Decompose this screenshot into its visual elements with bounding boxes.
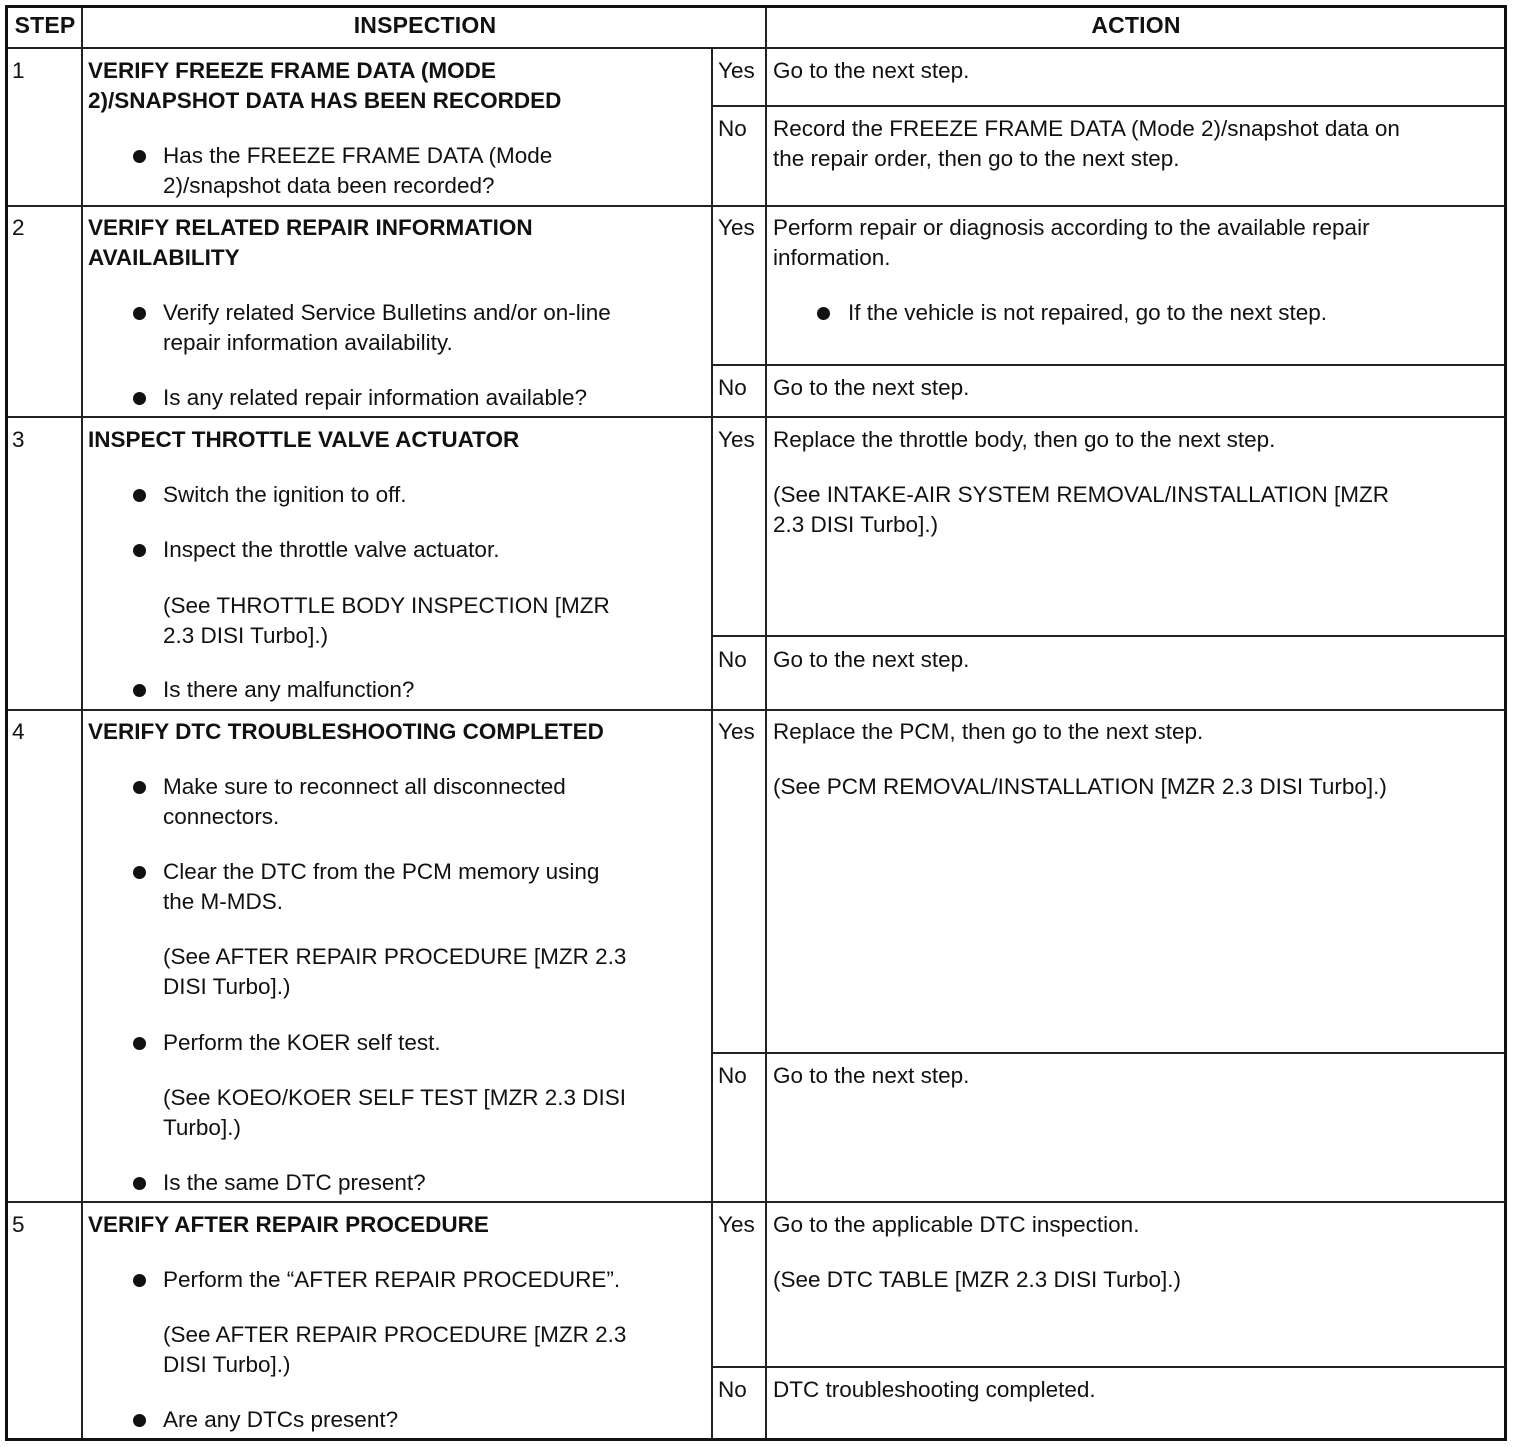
yes-label: Yes [718, 427, 755, 452]
step-title: VERIFY AFTER REPAIR PROCEDURE [88, 1212, 489, 1237]
inspection-reference: (See AFTER REPAIR PROCEDURE [MZR 2.3 [163, 1322, 627, 1347]
inspection-item: Has the FREEZE FRAME DATA (Mode [163, 143, 553, 168]
bullet-icon [817, 307, 830, 320]
bullet-icon [133, 1414, 146, 1427]
inspection-item: Is the same DTC present? [163, 1170, 426, 1195]
step-number: 3 [12, 427, 25, 452]
column-header-action: ACTION [1091, 12, 1181, 38]
bullet-icon [133, 150, 146, 163]
yes-no-divider [712, 105, 1505, 107]
inspection-item: Make sure to reconnect all disconnected [163, 774, 566, 799]
no-label: No [718, 647, 747, 672]
no-label: No [718, 1377, 747, 1402]
yes-action: information. [773, 245, 891, 270]
inspection-reference: Turbo].) [163, 1115, 241, 1140]
inspection-item: Perform the KOER self test. [163, 1030, 441, 1055]
row-divider [8, 709, 1505, 711]
step-title: VERIFY FREEZE FRAME DATA (MODE [88, 58, 496, 83]
yes-action: Go to the next step. [773, 58, 970, 83]
bullet-icon [133, 1177, 146, 1190]
bullet-icon [133, 392, 146, 405]
no-label: No [718, 1063, 747, 1088]
yes-action-reference: (See DTC TABLE [MZR 2.3 DISI Turbo].) [773, 1267, 1182, 1292]
no-label: No [718, 375, 747, 400]
no-action: Go to the next step. [773, 647, 970, 672]
yes-action: Perform repair or diagnosis according to the available repair [773, 215, 1370, 240]
inspection-item: Switch the ignition to off. [163, 482, 407, 507]
yes-no-divider [712, 1366, 1505, 1368]
inspection-item: connectors. [163, 804, 280, 829]
bullet-icon [133, 307, 146, 320]
yes-label: Yes [718, 719, 755, 744]
yes-action-reference: (See PCM REMOVAL/INSTALLATION [MZR 2.3 DISI Turbo].) [773, 774, 1387, 799]
yes-action: Replace the throttle body, then go to the next step. [773, 427, 1276, 452]
column-divider [81, 8, 83, 1438]
step-title: VERIFY DTC TROUBLESHOOTING COMPLETED [88, 719, 604, 744]
inspection-reference: DISI Turbo].) [163, 1352, 291, 1377]
inspection-reference: (See THROTTLE BODY INSPECTION [MZR [163, 593, 610, 618]
no-action: the repair order, then go to the next step. [773, 146, 1180, 171]
bullet-icon [133, 866, 146, 879]
row-divider [8, 416, 1505, 418]
inspection-item: Clear the DTC from the PCM memory using [163, 859, 600, 884]
inspection-item: Are any DTCs present? [163, 1407, 399, 1432]
inspection-item: Is there any malfunction? [163, 677, 415, 702]
column-header-inspection: INSPECTION [353, 12, 497, 38]
yes-action-reference: (See INTAKE-AIR SYSTEM REMOVAL/INSTALLATION [MZR [773, 482, 1389, 507]
bullet-icon [133, 489, 146, 502]
inspection-item: Inspect the throttle valve actuator. [163, 537, 500, 562]
row-divider [8, 1201, 1505, 1203]
no-action: Go to the next step. [773, 1063, 970, 1088]
yes-label: Yes [718, 215, 755, 240]
inspection-item: 2)/snapshot data been recorded? [163, 173, 495, 198]
step-title: AVAILABILITY [88, 245, 240, 270]
column-divider [711, 48, 713, 1438]
yes-action: Replace the PCM, then go to the next step. [773, 719, 1204, 744]
step-number: 2 [12, 215, 25, 240]
yes-no-divider [712, 1052, 1505, 1054]
inspection-reference: (See AFTER REPAIR PROCEDURE [MZR 2.3 [163, 944, 627, 969]
yes-action-reference: 2.3 DISI Turbo].) [773, 512, 939, 537]
yes-label: Yes [718, 1212, 755, 1237]
yes-no-divider [712, 364, 1505, 366]
row-divider [8, 205, 1505, 207]
yes-label: Yes [718, 58, 755, 83]
step-number: 5 [12, 1212, 25, 1237]
bullet-icon [133, 1274, 146, 1287]
step-title: INSPECT THROTTLE VALVE ACTUATOR [88, 427, 520, 452]
inspection-reference: (See KOEO/KOER SELF TEST [MZR 2.3 DISI [163, 1085, 627, 1110]
step-number: 4 [12, 719, 25, 744]
step-number: 1 [12, 58, 25, 83]
no-action: Go to the next step. [773, 375, 970, 400]
inspection-reference: DISI Turbo].) [163, 974, 291, 999]
step-title: 2)/SNAPSHOT DATA HAS BEEN RECORDED [88, 88, 562, 113]
bullet-icon [133, 1037, 146, 1050]
bullet-icon [133, 684, 146, 697]
no-action: DTC troubleshooting completed. [773, 1377, 1096, 1402]
step-title: VERIFY RELATED REPAIR INFORMATION [88, 215, 533, 240]
inspection-item: the M-MDS. [163, 889, 284, 914]
yes-action: Go to the applicable DTC inspection. [773, 1212, 1140, 1237]
inspection-item: Verify related Service Bulletins and/or on-line [163, 300, 611, 325]
no-action: Record the FREEZE FRAME DATA (Mode 2)/snapshot data on [773, 116, 1400, 141]
column-header-step: STEP [14, 12, 76, 38]
yes-action-item: If the vehicle is not repaired, go to the next step. [848, 300, 1328, 325]
bullet-icon [133, 781, 146, 794]
inspection-reference: 2.3 DISI Turbo].) [163, 623, 329, 648]
bullet-icon [133, 544, 146, 557]
yes-no-divider [712, 635, 1505, 637]
inspection-item: Perform the “AFTER REPAIR PROCEDURE”. [163, 1267, 621, 1292]
inspection-item: Is any related repair information available? [163, 385, 587, 410]
column-divider [765, 8, 767, 1438]
no-label: No [718, 116, 747, 141]
row-divider [8, 47, 1505, 49]
inspection-item: repair information availability. [163, 330, 453, 355]
